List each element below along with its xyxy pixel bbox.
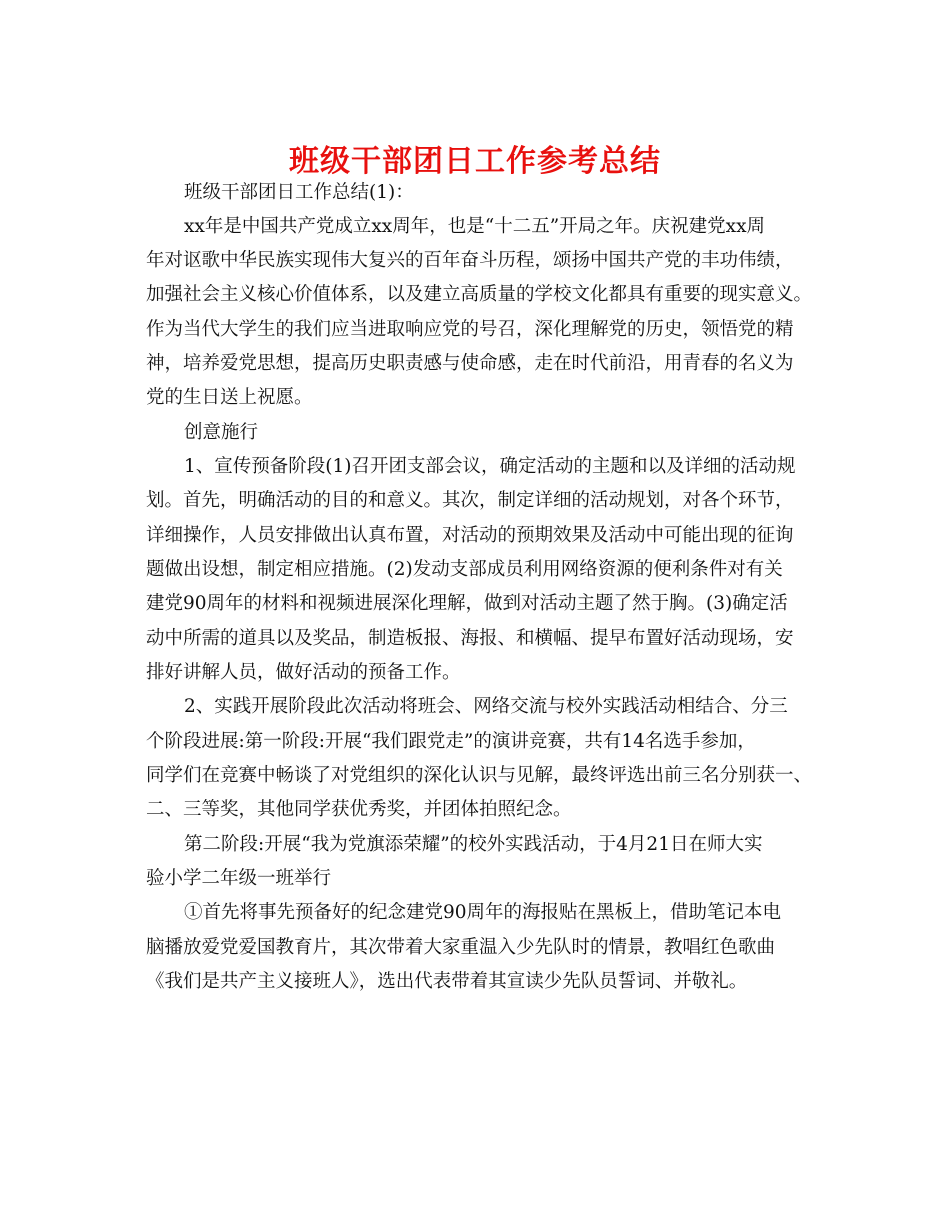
text-line: 作为当代大学生的我们应当进取响应党的号召，深化理解党的历史，领悟党的精 bbox=[146, 319, 794, 340]
text-line: 2、实践开展阶段此次活动将班会、网络交流与校外实践活动相结合、分三 bbox=[184, 696, 788, 717]
text-line: 划。首先，明确活动的目的和意义。其次，制定详细的活动规划，对各个环节， bbox=[146, 490, 794, 511]
text-line: 个阶段进展:第一阶段:开展“我们跟党走”的演讲竞赛，共有14名选手参加， bbox=[146, 731, 756, 752]
text-line: 排好讲解人员，做好活动的预备工作。 bbox=[146, 662, 461, 683]
section-heading: 创意施行 bbox=[184, 422, 259, 443]
text-line: 1、宣传预备阶段(1)召开团支部会议，确定活动的主题和以及详细的活动规 bbox=[184, 456, 796, 477]
text-line: 党的生日送上祝愿。 bbox=[146, 387, 313, 408]
text-line: 建党90周年的材料和视频进展深化理解，做到对活动主题了然于胸。(3)确定活 bbox=[146, 593, 788, 614]
text-line: 《我们是共产主义接班人》，选出代表带着其宣读少先队员誓词、并敬礼。 bbox=[146, 971, 748, 992]
text-line: 加强社会主义核心价值体系，以及建立高质量的学校文化都具有重要的现实意义。 bbox=[146, 284, 813, 305]
text-line: 年对讴歌中华民族实现伟大复兴的百年奋斗历程，颂扬中国共产党的丰功伟绩， bbox=[146, 250, 794, 271]
text-line: 题做出设想，制定相应措施。(2)发动支部成员利用网络资源的便利条件对有关 bbox=[146, 559, 783, 580]
text-line: xx年是中国共产党成立xx周年，也是“十二五”开局之年。庆祝建党xx周 bbox=[184, 216, 766, 237]
text-line: ①首先将事先预备好的纪念建党90周年的海报贴在黑板上，借助笔记本电 bbox=[184, 902, 782, 923]
text-line: 二、三等奖，其他同学获优秀奖，并团体拍照纪念。 bbox=[146, 799, 572, 820]
text-line: 同学们在竞赛中畅谈了对党组织的深化认识与见解，最终评选出前三名分别获一、 bbox=[146, 765, 813, 786]
text-line: 神，培养爱党思想，提高历史职责感与使命感，走在时代前沿，用青春的名义为 bbox=[146, 353, 794, 374]
text-line: 脑播放爱党爱国教育片，其次带着大家重温入少先队时的情景，教唱红色歌曲 bbox=[146, 937, 776, 958]
text-line: 第二阶段:开展“我为党旗添荣耀”的校外实践活动，于4月21日在师大实 bbox=[184, 834, 763, 855]
text-line: 班级干部团日工作总结(1)： bbox=[184, 182, 414, 203]
document-title: 班级干部团日工作参考总结 bbox=[289, 144, 661, 179]
text-line: 验小学二年级一班举行 bbox=[146, 868, 332, 889]
text-line: 详细操作，人员安排做出认真布置，对活动的预期效果及活动中可能出现的征询 bbox=[146, 525, 794, 546]
text-line: 动中所需的道具以及奖品，制造板报、海报、和横幅、提早布置好活动现场，安 bbox=[146, 628, 794, 649]
